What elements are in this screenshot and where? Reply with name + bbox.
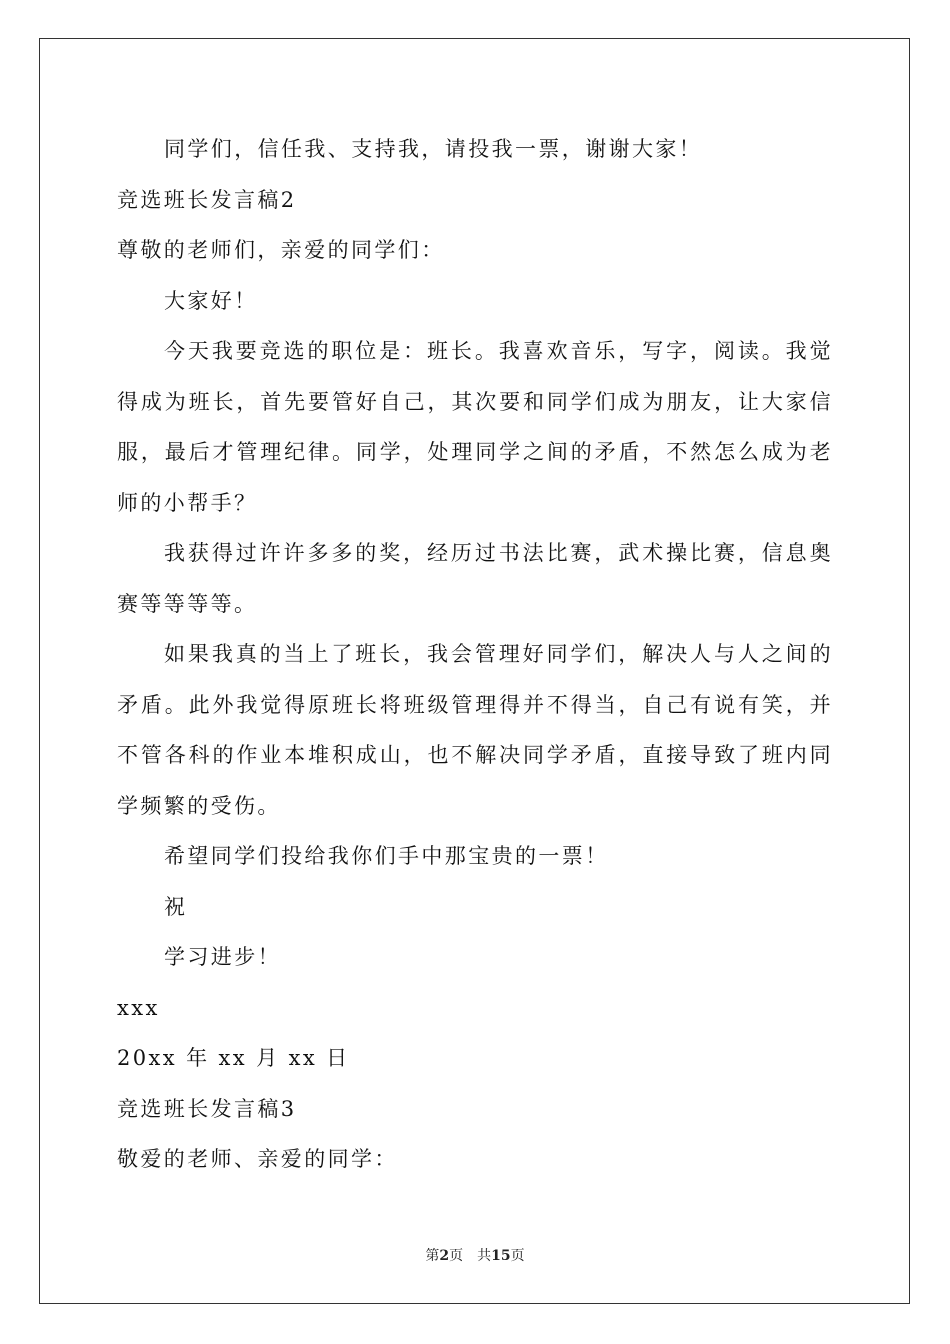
document-body xyxy=(117,124,833,1185)
total-prefix: 共 xyxy=(477,1248,492,1264)
paragraph: 我获得过许许多多的奖，经历过书法比赛，武术操比赛，信息奥赛等等等等。 xyxy=(117,541,833,616)
paragraph: 希望同学们投给我你们手中那宝贵的一票！ xyxy=(164,844,609,868)
paragraph: 今天我要竞选的职位是：班长。我喜欢音乐，写字，阅读。我觉得成为班长，首先要管好自己，其次要和同学们成为朋友，让大家信服，最后才管理纪律。同学，处理同学之间的矛盾，不然怎么成为老师的小帮手？ xyxy=(117,339,833,515)
closing-wish: 祝 xyxy=(164,894,188,919)
salutation: 敬爱的老师、亲爱的同学： xyxy=(117,1147,398,1171)
paragraph: 如果我真的当上了班长，我会管理好同学们，解决人与人之间的矛盾。此外我觉得原班长将班级管理得并不得当，自己有说有笑，并不管各科的作业本堆积成山，也不解决同学矛盾，直接导致了班内同学频繁的受伤。 xyxy=(117,642,833,818)
page-footer xyxy=(0,1246,950,1266)
date-line: 20xx 年 xx 月 xx 日 xyxy=(117,1046,350,1070)
page-suffix: 页 xyxy=(449,1248,464,1264)
section-heading: 竞选班长发言稿3 xyxy=(117,1096,297,1121)
page-current: 2 xyxy=(439,1248,450,1264)
closing-blessing: 学习进步！ xyxy=(164,945,281,969)
greeting: 大家好！ xyxy=(164,288,258,313)
total-suffix: 页 xyxy=(510,1248,525,1264)
text-line: 同学们，信任我、支持我，请投我一票，谢谢大家！ xyxy=(164,137,703,161)
page-total: 15 xyxy=(491,1248,511,1264)
section-heading: 竞选班长发言稿2 xyxy=(117,187,297,212)
signature: xxx xyxy=(117,995,160,1020)
salutation: 尊敬的老师们，亲爱的同学们： xyxy=(117,238,445,262)
page-prefix: 第 xyxy=(425,1248,440,1264)
